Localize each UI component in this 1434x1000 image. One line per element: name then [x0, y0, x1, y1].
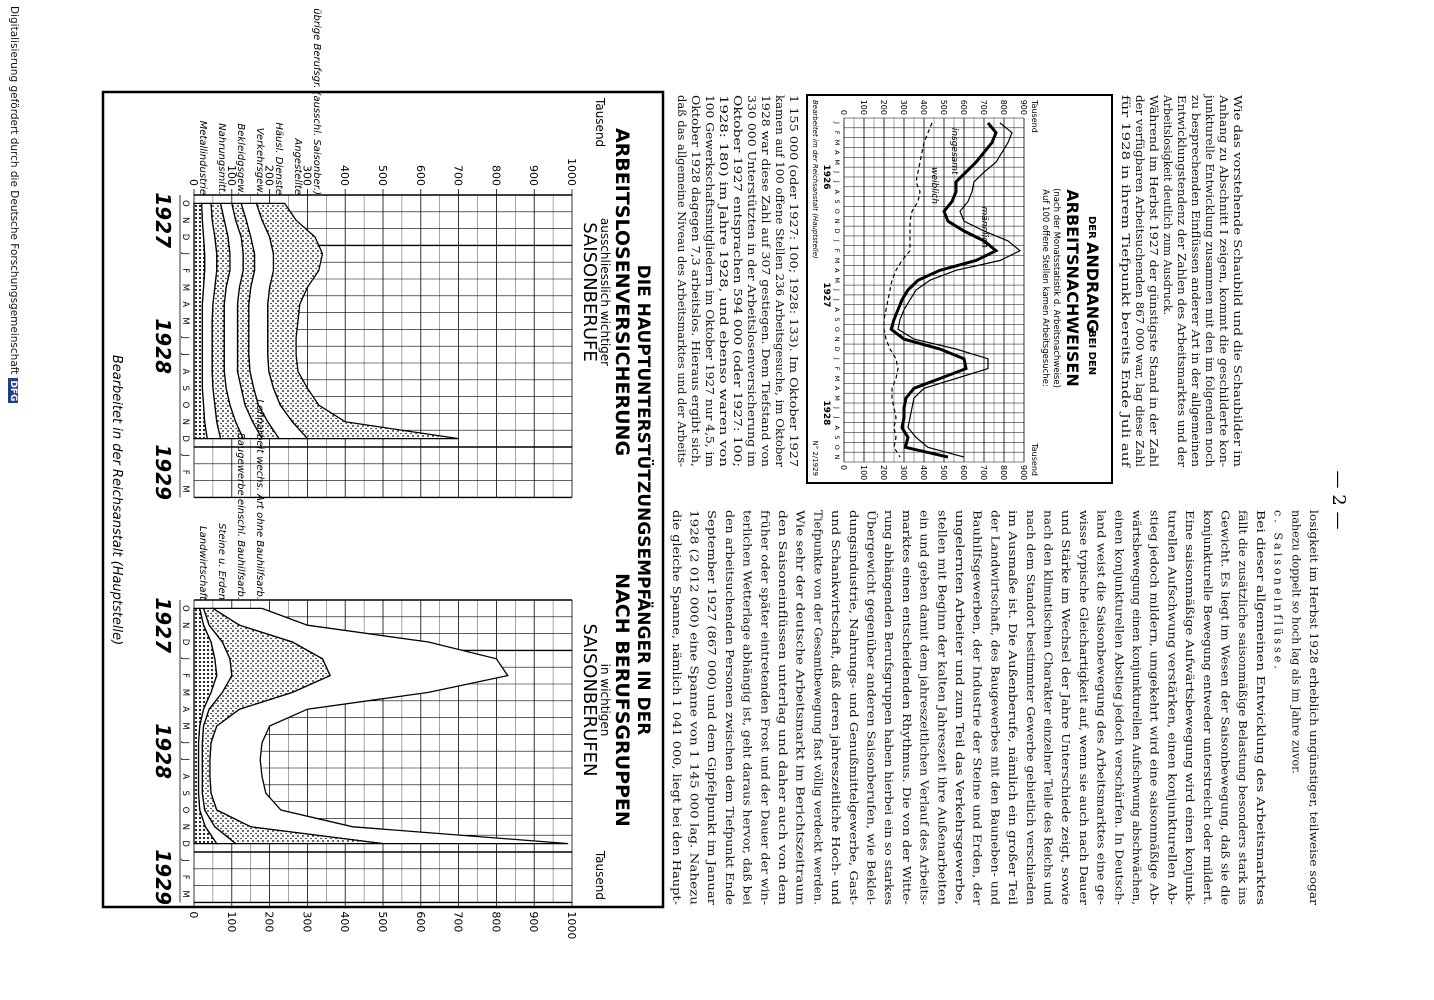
chart-credit: Bearbeitet in der Reichsanstalt (Hauptstelle)	[109, 354, 124, 646]
month-label: S	[180, 790, 190, 796]
tick-label: 600	[413, 165, 427, 186]
text-line: konjunkturelle Bewegung entweder unterstreicht oder mildert.	[1200, 510, 1214, 870]
month-label: F	[180, 874, 190, 880]
month-label: N	[180, 418, 190, 425]
chart-subtitle: Auf 100 offene Stellen kamen Arbeitsgesuche:	[1040, 189, 1050, 387]
legend-label: weiblich	[929, 167, 939, 204]
text-line: Tiefpunkte von der Gesamtbewegung fast völlig verdeckt werden.	[811, 510, 825, 886]
month-label: O	[833, 444, 841, 450]
tick-label: 800	[489, 911, 503, 933]
tick-label: 400	[338, 165, 352, 186]
text-line: Oktober 1927 entsprachen 594 000 (oder 1927: 100;	[731, 95, 744, 396]
text-line: 1928 (2 012 000) eine Spanne von 1 145 000 lag. Nahezu	[687, 510, 701, 838]
text-line: kamen auf 100 offene Stellen 236 Arbeitsgesuche, im Oktober	[773, 95, 786, 449]
month-label: A	[833, 307, 841, 312]
month-label: N	[833, 218, 841, 224]
tick-label: 0	[187, 911, 200, 919]
group-label: Metallindustrie	[197, 120, 208, 195]
group-label: Steine u. Erden	[216, 523, 227, 600]
text-line: 1 155 000 (oder 1927: 100; 1928: 133). Im Oktober 1927	[787, 95, 800, 420]
text-line: die gleiche Spanne, nämlich 1 041 000, liegt bei den Haupt-	[669, 510, 683, 852]
month-label: N	[180, 823, 190, 830]
month-label: J	[833, 357, 841, 360]
axis-unit: Tausend	[593, 98, 607, 148]
tick-label: 900	[1019, 465, 1028, 481]
text-line: im Ausmaße ist. Die Außenberufe, nämlich ein großer Teil	[1006, 510, 1020, 841]
month-label: J	[180, 657, 190, 661]
series-band-7	[256, 203, 458, 438]
tick-label: 100	[859, 99, 868, 115]
year-label: 1927	[151, 192, 175, 249]
tick-label: 700	[979, 99, 988, 115]
text-line: Oktober 1928 dagegen 7,3 arbeitslos. Hieraus ergibt sich,	[689, 95, 702, 426]
text-line: und Schankwirtschaft, daß deren jahreszeitliche Hoch- und	[829, 510, 843, 849]
text-line: Während im Herbst 1927 der günstigste Stand in der Zahl	[1147, 95, 1160, 427]
month-label: M	[833, 277, 841, 283]
group-label: Angestellte	[292, 138, 303, 195]
year-label: 1929	[151, 444, 175, 501]
month-label: N	[833, 336, 841, 342]
section-heading: c. Saisoneinflüsse.	[1271, 510, 1285, 672]
month-label: S	[833, 435, 841, 440]
month-label: A	[833, 150, 841, 155]
text-line: Entwicklungstendenz der Zahlen des Arbeitsmarktes und der	[1175, 95, 1188, 445]
tick-label: 0	[839, 465, 848, 471]
year-label: 1927	[821, 282, 831, 308]
saison-subtitle: SAISONBERUFEN	[579, 623, 600, 777]
tick-label: 600	[959, 465, 968, 481]
tick-label: 500	[376, 911, 389, 933]
text-line: ungelernten Arbeiter und zum Teil das Verkehrsgewerbe,	[953, 510, 966, 837]
text-line: ein und geben damit dem jahreszeitlichen Verlauf des Arbeits-	[917, 510, 931, 865]
month-label: F	[180, 673, 190, 679]
year-label: 1926	[821, 164, 831, 190]
text-line: nahezu doppelt so hoch lag als im Jahre zuvor.	[1289, 510, 1303, 774]
text-line: wärtsbewegung einen konjunkturellen Aufschwung abschwächen,	[1130, 510, 1143, 886]
month-label: M	[833, 139, 841, 146]
text-line: land weist die Saisonbewegung des Arbeitsmarktes eine ge-	[1094, 510, 1108, 852]
tick-label: 700	[451, 165, 465, 186]
text-line: und Stärke im Wechsel der Jahre Unterschiede zeigt, sowie	[1059, 510, 1073, 848]
month-label: J	[833, 416, 841, 419]
month-label: M	[180, 485, 190, 493]
tick-label: 400	[919, 465, 928, 481]
tick-label: 800	[999, 465, 1008, 481]
chart-title-word: ANDRANG	[1083, 242, 1102, 333]
tick-label: 200	[879, 465, 888, 481]
text-line: rung abhängenden Berufsgruppen haben hierbei ein so starkes	[882, 510, 896, 871]
month-label: F	[180, 469, 190, 475]
month-label: A	[833, 268, 841, 273]
tick-label: 0	[187, 179, 200, 186]
month-label: J	[180, 741, 190, 745]
month-label: J	[833, 298, 841, 301]
month-label: F	[833, 248, 841, 253]
text-line: Eine saisonmäßige Aufwärtsbewegung wird einen konjunk-	[1183, 510, 1197, 847]
text-line: turellen Aufschwung verstärken, einen konjunkturellen Ab-	[1165, 510, 1179, 848]
chart-title-word: BEI DEN	[1086, 330, 1097, 376]
month-label: N	[833, 454, 841, 460]
saison-subtitle: ausschliesslich wichtiger	[598, 217, 612, 367]
text-line: junkturelle Entwicklung zusammen mit den im folgenden noch	[1203, 95, 1216, 452]
month-label: F	[833, 130, 841, 135]
month-label: A	[180, 368, 190, 375]
tick-label: 400	[338, 911, 352, 933]
text-line: den arbeitsuchenden Personen zwischen dem Tiefpunkt Ende	[722, 510, 736, 861]
year-label: 1928	[151, 723, 175, 780]
text-top-left	[1119, 93, 1244, 468]
text-line: fällt die zusätzliche saisonmäßige Belastung besonders stark ins	[1236, 510, 1250, 877]
text-line: Wie das vorstehende Schaubild und die Schaubilder im	[1231, 95, 1244, 410]
saison-title: DIE HAUPTUNTERSTÜTZUNGSEMPFÄNGER IN DER	[633, 264, 653, 736]
tick-label: 300	[300, 165, 314, 186]
month-label: A	[180, 706, 190, 713]
month-label: M	[180, 890, 190, 898]
tick-label: 100	[224, 911, 238, 933]
tick-label: 0	[839, 109, 848, 115]
text-line: der verfügbaren Arbeitsuchenden 867 000 war, lag diese Zahl	[1133, 95, 1146, 448]
chart-title: ARBEITSNACHWEISEN	[1063, 189, 1082, 387]
month-label: D	[180, 435, 190, 442]
month-label: J	[833, 289, 841, 291]
legend-label: insgesamt	[949, 127, 959, 175]
month-label: M	[833, 375, 841, 382]
text-line: September 1927 (867 000) und dem Gipfelpunkt im Januar	[705, 510, 719, 846]
year-label: 1928	[821, 400, 831, 426]
tick-label: 700	[451, 911, 465, 933]
text-line: nach den klimatischen Charakter einzelner Teile des Reichs und	[1041, 510, 1055, 876]
tick-label: 100	[859, 465, 868, 481]
group-label: Nahrungsmitt.	[216, 123, 227, 195]
year-label: 1928	[151, 318, 175, 375]
month-label: O	[180, 401, 190, 409]
tick-label: 500	[939, 465, 948, 481]
month-label: A	[833, 425, 841, 430]
month-label: J	[833, 180, 841, 183]
text-line: Arbeitslosigkeit deutlich zum Ausdruck.	[1161, 95, 1174, 323]
text-top-left-2	[675, 95, 800, 468]
month-label: D	[180, 233, 190, 241]
month-label: J	[833, 121, 841, 124]
month-label: F	[833, 366, 841, 371]
text-line: früher oder später eintretenden Frost und der Dauer der win-	[758, 510, 772, 862]
tick-label: 1000	[565, 158, 578, 186]
tick-label: 300	[899, 99, 908, 115]
text-top-right	[670, 510, 1320, 906]
month-label: J	[180, 336, 190, 340]
dfg-logo: DFG	[8, 380, 18, 402]
saison-title: ARBEITSLOSENVERSICHERUNG	[611, 127, 633, 457]
month-label: D	[833, 228, 841, 234]
group-label: übrige Berufsgr. (ausschl. Saisonber.)	[311, 8, 322, 195]
tick-label: 800	[999, 99, 1008, 115]
saison-subtitle: in wichtigen	[598, 663, 612, 737]
month-label: O	[180, 605, 190, 612]
text-line: Anhang zu Abschnitt I zeigen, kommt die geschilderte kon-	[1217, 95, 1230, 431]
month-label: A	[833, 386, 841, 391]
tick-label: 200	[262, 165, 276, 186]
year-label: 1929	[151, 849, 175, 906]
year-label: 1927	[151, 597, 175, 654]
month-label: J	[180, 353, 190, 356]
month-label: J	[180, 252, 190, 256]
tick-label: 900	[1019, 99, 1028, 115]
group-label: Baugewerbe einschl. Bauhilfsarb.	[235, 432, 246, 600]
text-line: 1928 war diese Zahl auf 307 gestiegen. Dem Tiefstand von	[759, 95, 772, 430]
month-label: O	[833, 326, 841, 332]
text-line: stieg jedoch mildern, umgekehrt wird eine saisonmäßige Ab-	[1147, 510, 1161, 857]
chart-credit: Bearbeitet im der Reichsanstalt (Hauptstelle)	[811, 100, 819, 259]
chart-subtitle: (nach der Monatsstatistik d. Arbeitsnachweise)	[1051, 188, 1061, 388]
saison-title: NACH BERUFSGRUPPEN	[611, 573, 633, 827]
text-line: einen konjunkturellen Abstieg jedoch verschärfen. In Deutsch-	[1112, 510, 1126, 866]
tick-label: 500	[376, 165, 389, 186]
group-label: Bekleidgsgew.	[235, 123, 246, 195]
text-line: 330 000 Unterstützten in der Arbeitslosenversicherung im	[745, 95, 758, 428]
text-line: nach dem Standort bestimmter Gewerbe gebietlich verschieden	[1023, 510, 1037, 874]
tick-label: 300	[300, 911, 314, 933]
text-line: wisse typische Gleichartigkeit auf, wenn sie auch nach Dauer	[1076, 510, 1090, 860]
tick-label: 800	[489, 165, 503, 186]
andrang-plot	[821, 100, 1028, 481]
text-line: 100 Gewerkschaftsmitgliedern im Oktober 1927 nur 4,5, im	[703, 95, 716, 436]
month-label: A	[180, 773, 190, 780]
axis-unit: Tausend	[1030, 100, 1039, 133]
text-line: zu besprechenden Einflüssen anderer Art in der allgemeinen	[1189, 95, 1202, 442]
month-label: A	[833, 189, 841, 194]
month-label: M	[833, 159, 841, 166]
text-line: der Landwirtschaft, des Baugewerbes mit den Bauneben- und	[988, 510, 1002, 862]
month-label: J	[833, 406, 841, 409]
group-label: Lohnarbeit wechs. Art ohne Bauhilfsarb.	[254, 399, 265, 600]
axis-unit: Tausend	[1030, 443, 1039, 476]
tick-label: 900	[527, 911, 541, 933]
month-label: A	[180, 301, 190, 308]
month-label: N	[180, 217, 190, 224]
tick-label: 900	[527, 165, 541, 186]
chart-number: N° 2/1929	[811, 440, 819, 476]
legend-label: männlich	[979, 206, 989, 248]
month-label: N	[180, 622, 190, 629]
month-label: S	[180, 385, 190, 391]
month-label: S	[833, 199, 841, 204]
tick-label: 200	[879, 99, 888, 115]
saison-subtitle: SAISONBERUFE	[579, 222, 600, 362]
month-label: J	[180, 859, 190, 862]
axis-unit: Tausend	[593, 850, 607, 900]
month-label: J	[180, 454, 190, 457]
text-line: Gewicht. Es liegt im Wesen der Saisonbewegung, daß sie die	[1218, 510, 1232, 857]
text-line: daß das allgemeine Niveau des Arbeitsmarktes und der Arbeits-	[675, 95, 688, 460]
text-line: marktes einen entscheidenden Rhythmus. Die von der Witte-	[899, 510, 913, 856]
month-label: D	[180, 638, 190, 646]
month-label: M	[180, 688, 190, 697]
month-label: O	[180, 200, 190, 207]
month-label: M	[833, 395, 841, 401]
group-label: Verkehrsgew.	[254, 127, 265, 195]
tick-label: 300	[899, 465, 908, 481]
tick-label: 700	[979, 465, 988, 481]
month-label: O	[180, 806, 190, 814]
group-label: Landwirtschaft	[197, 526, 208, 600]
text-line: terlichen Wetterlage abhängig ist, geht daraus hervor, daß bei	[740, 510, 754, 865]
text-line: Übergewicht gegenüber anderen Saisonberufen, wie Beklei-	[864, 510, 878, 854]
digitization-note	[4, 6, 20, 986]
month-label: M	[180, 283, 190, 292]
text-line: dungsindustrie, Nahrungs- und Genußmittelgewerbe, Gast-	[846, 510, 860, 848]
month-label: S	[833, 317, 841, 322]
tick-label: 100	[224, 165, 238, 186]
tick-label: 600	[959, 99, 968, 115]
month-label: J	[833, 239, 841, 242]
saison-left-plot	[151, 8, 578, 500]
tick-label: 500	[939, 99, 948, 115]
text-line: Wie sehr der deutsche Arbeitsmarkt im Berichtszeitraum	[793, 510, 807, 836]
month-label: M	[180, 317, 190, 325]
andrang-chart	[807, 95, 1112, 483]
text-line: losigkeit im Herbst 1928 erheblich ungünstiger, teilweise sogar	[1307, 510, 1320, 872]
text-line: stellen mit Beginn der kalten Jahreszeit ihre Außenarbeiten	[935, 510, 949, 850]
text-line: den Saisoneinflüssen unterlag und daher auch von dem	[776, 510, 789, 826]
tick-label: 200	[262, 911, 276, 933]
text-line: für 1928 in ihrem Tiefpunkt bereits Ende Juli auf	[1119, 95, 1132, 373]
month-label: D	[833, 346, 841, 352]
month-label: D	[180, 840, 190, 847]
chart-title-word: DER	[1086, 216, 1097, 239]
text-line: Bei dieser allgemeinen Entwicklung des Arbeitsmarktes	[1253, 510, 1267, 829]
series-line-insgesamt	[891, 123, 996, 457]
tick-label: 1000	[565, 911, 578, 940]
digitization-text: Digitalisierung gefördert durch die Deutsche Forschungsgemeinschaft	[8, 6, 20, 375]
page-number: — 2 —	[1328, 470, 1349, 530]
month-label: F	[180, 268, 190, 274]
text-line: 1928: 180) im Jahre 1928, und ebenso waren von	[717, 95, 730, 376]
text-line: Bauhilfsgewerben, der Industrie der Steine und Erden, der	[970, 510, 984, 847]
month-label: M	[833, 257, 841, 264]
tick-label: 600	[413, 911, 427, 933]
month-label: M	[180, 722, 190, 730]
month-label: J	[833, 171, 841, 174]
month-label: J	[180, 758, 190, 761]
month-label: O	[833, 208, 841, 214]
group-label: Häusl. Dienste	[273, 122, 284, 195]
tick-label: 400	[919, 99, 928, 115]
